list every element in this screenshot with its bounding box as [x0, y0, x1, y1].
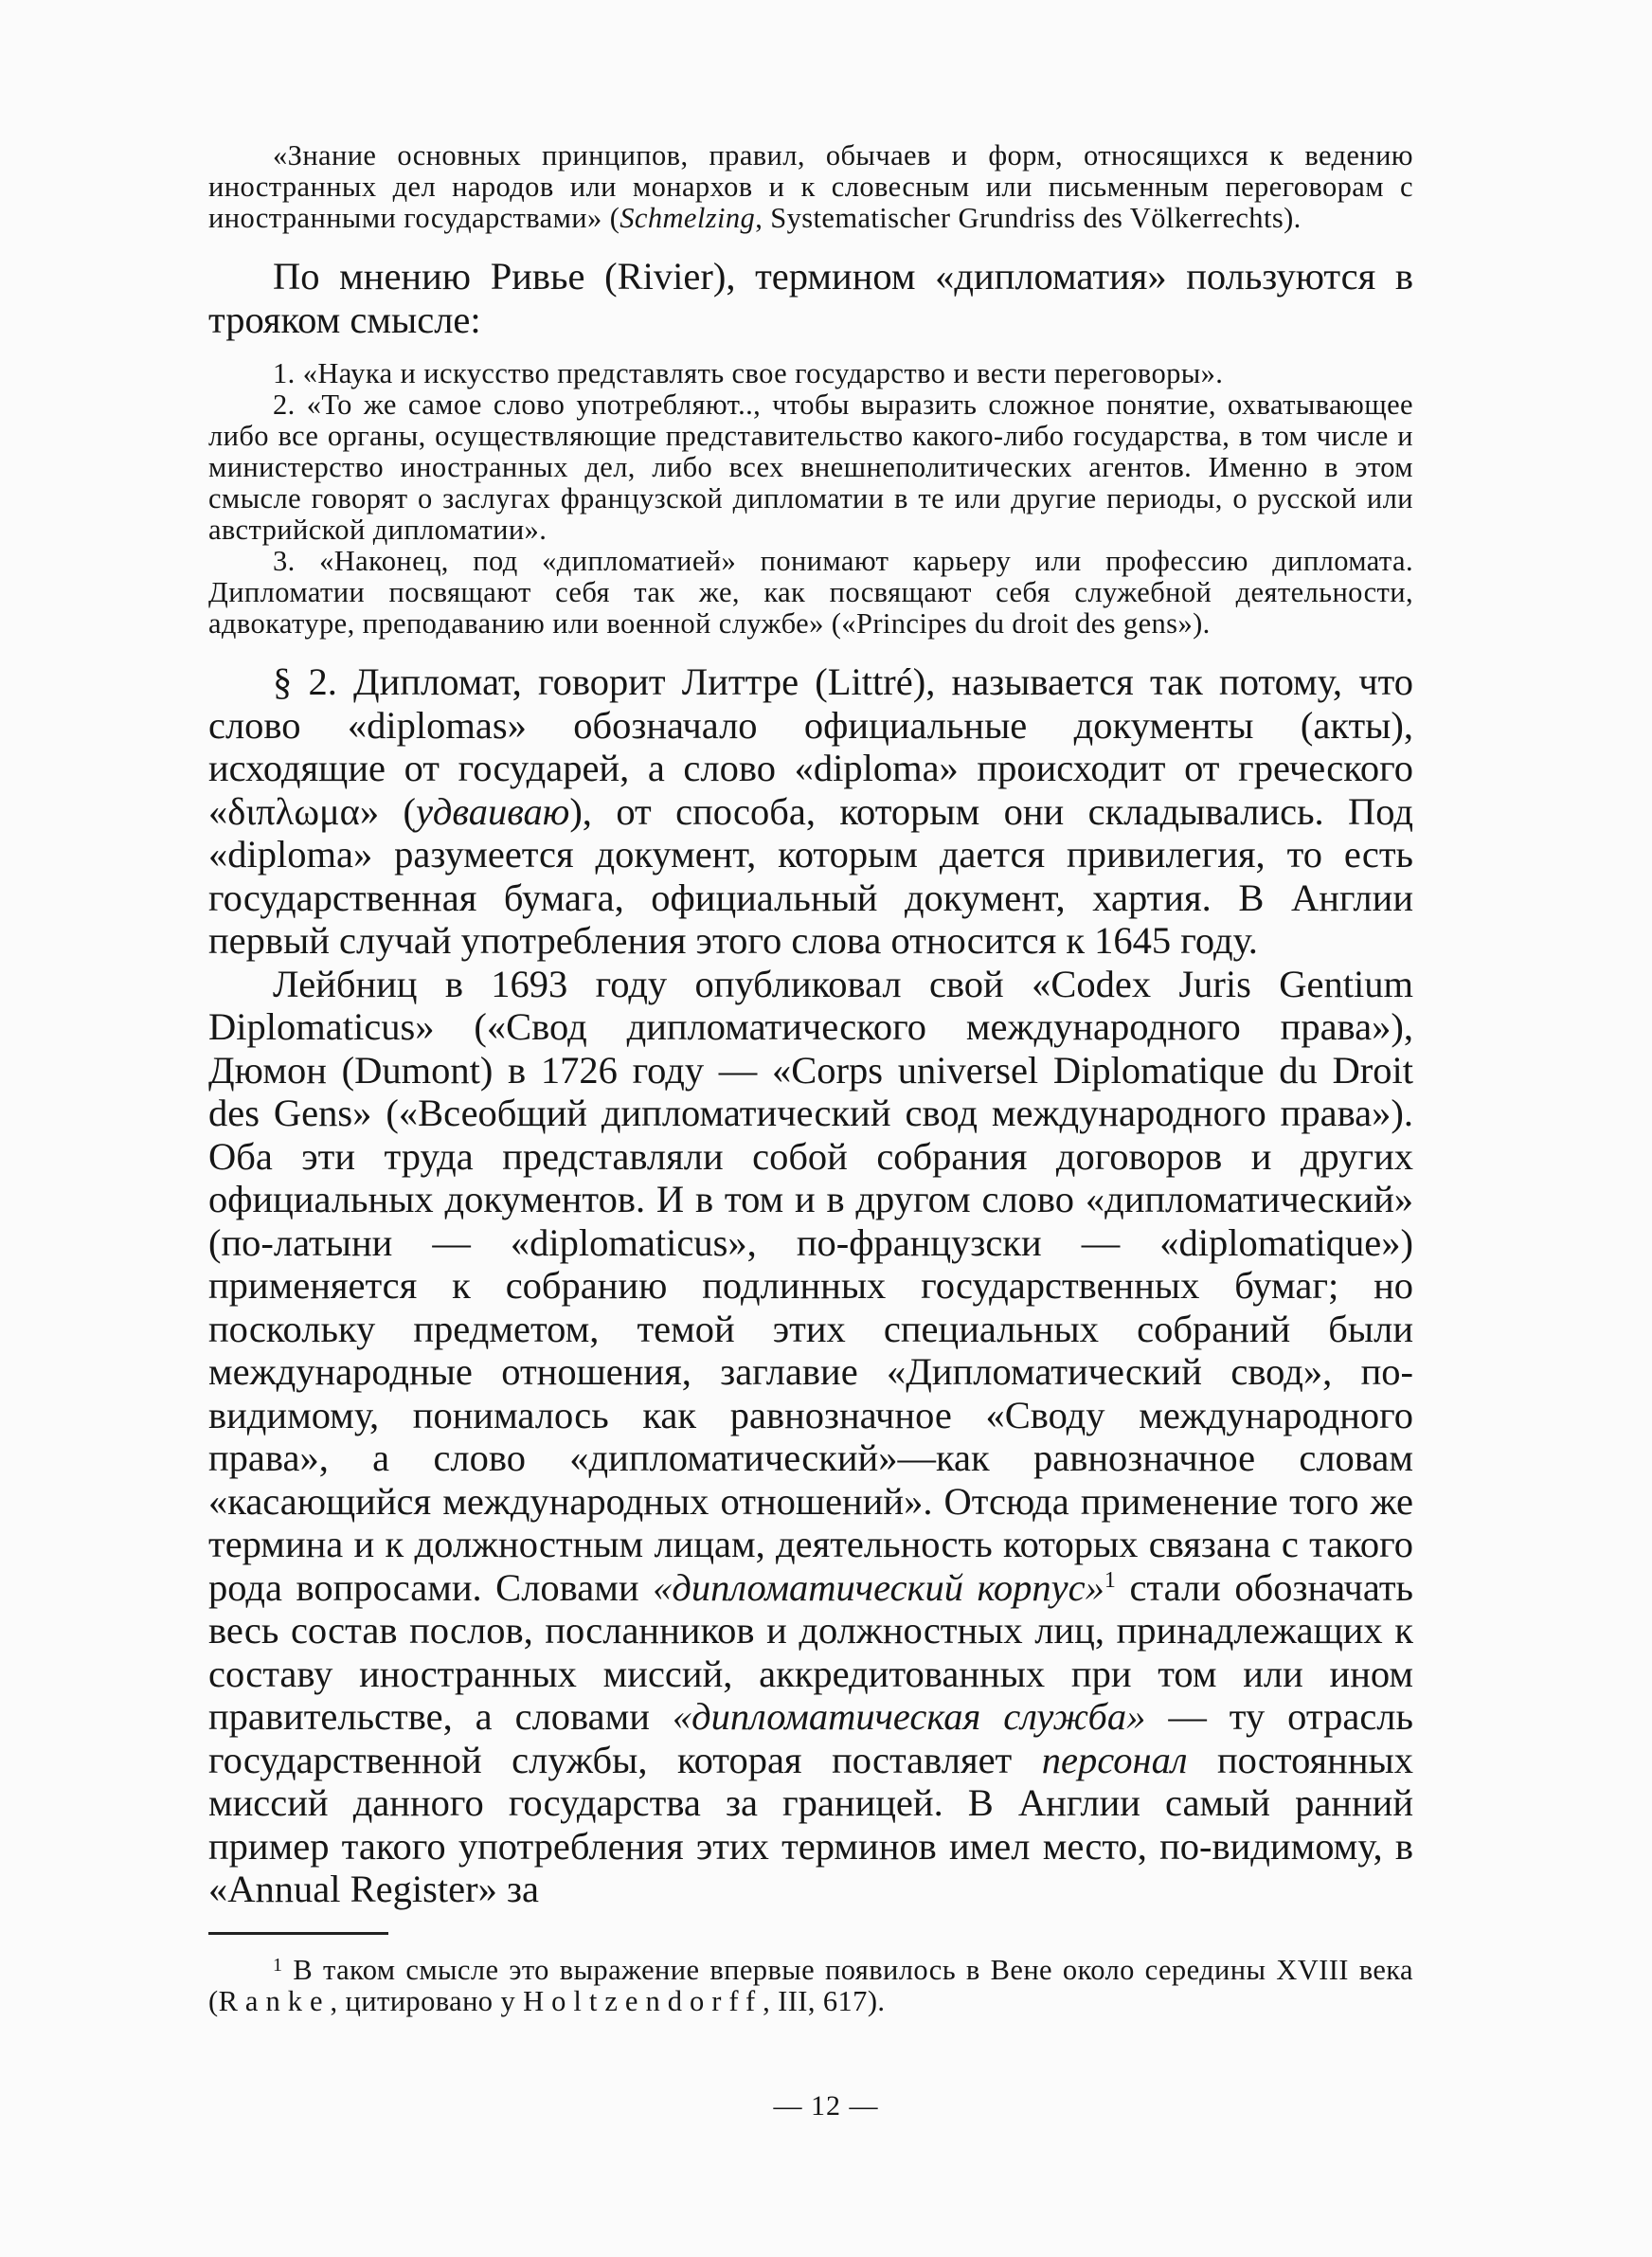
diplomatic-corps-term: «дипломатический корпус»: [653, 1565, 1104, 1609]
diplomatic-service-term: «дипломатическая служба»: [672, 1695, 1146, 1738]
footnote-text-2: , цитировано у: [330, 1984, 524, 2017]
footnote-text-1: В таком смысле это выражение впервые появилось в Вене около середины XVIII века (: [208, 1953, 1413, 2017]
leibniz-text-4: постоянных миссий данного государства за границей. В Англии самый ранний пример такого употребления этих терминов имел место, по-видимому, в «Annual Register» за: [208, 1738, 1413, 1910]
sense-item-1: 1. «Наука и искусство представлять свое государство и вести переговоры».: [273, 357, 1224, 389]
footnote-author-ranke: Ranke: [218, 1984, 331, 2017]
footnote-author-holtzendorff: Holtzendorff: [523, 1984, 763, 2017]
section-2-text-end: ), от способа, которым они складывались. Под «diploma» разумеется документ, которым дается привилегия, то есть государственная бумага, официальный документ, хартия. В Англии первый случай употребления этого слова относится к 1645 году.: [208, 789, 1413, 962]
footnote: [208, 1950, 1413, 2017]
page-number: — 12 —: [773, 2090, 879, 2122]
footnote-divider: [208, 1932, 388, 1935]
leibniz-paragraph: [208, 963, 1413, 1911]
quote-author: Schmelzing: [620, 202, 756, 234]
quote-text: «Знание основных принципов, правил, обычаев и форм, относящихся к ведению иностранных дел народов или монархов и к словесным или письменным переговорам с иностранными государствами» (: [208, 139, 1413, 234]
footnote-reference[interactable]: 1: [1104, 1567, 1116, 1593]
footnote-mark: 1: [273, 1954, 283, 1976]
quote-source: , Systematischer Grundriss des Völkerrechts).: [755, 202, 1302, 234]
sense-item-2: 2. «То же самое слово употребляют.., чтобы выразить сложное понятие, охватывающее либо все органы, осуществляющие представительство какого-либо государства, в том числе и министерство иностранных дел, либо всех внешнеполитических агентов. Именно в этом смысле говорят о заслугах французской дипломатии в те или другие периоды, о русской или австрийской дипломатии».: [208, 388, 1413, 546]
personnel-term: персонал: [1041, 1738, 1188, 1781]
section-2-text: § 2. Дипломат, говорит Литтре (Littré), называется так потому, что слово «diplomas» обозначало официальные документы (акты), исходящие от государей, а слово «diploma» происходит от греческого «διπλωμα» (: [208, 660, 1413, 833]
rivier-intro-paragraph: По мнению Ривье (Rivier), термином «дипломатия» пользуются в трояком смысле:: [208, 255, 1413, 341]
sense-item-3: 3. «Наконец, под «дипломатией» понимают карьеру или профессию дипломата. Дипломатии посвящают себя так же, как посвящают себя служебной деятельности, адвокатуре, преподаванию или военной службе» («Principes du droit des gens»).: [208, 545, 1413, 640]
leibniz-text-2: стали обозначать весь состав послов, посланников и должностных лиц, принадлежащих к составу иностранных миссий, аккредитованных при том или ином правительстве, а словами: [208, 1565, 1413, 1738]
footnote-text-3: , III, 617).: [763, 1984, 886, 2017]
section-2-paragraph: [208, 660, 1413, 963]
schmelzing-quote: [208, 140, 1413, 234]
section-2-italic: удваиваю: [416, 789, 570, 833]
leibniz-text-1: Лейбниц в 1693 году опубликовал свой «Codex Juris Gentium Diplomaticus» («Свод дипломатического международного права»), Дюмон (Dumont) в 1726 году — «Corps universel Diplomatique du Droit des Gens» («Всеобщий дипломатический свод международного права»). Оба эти труда представляли собой собрания договоров и других официальных документов. И в том и в другом слово «дипломатический» (по-латыни — «diplomaticus», по-французски — «diplomatique») применяется к собранию подлинных государственных бумаг; но поскольку предметом, темой этих специальных собраний были международные отношения, заглавие «Дипломатический свод», по-видимому, понималось как равнозначное «Своду международного права», а слово «дипломатический»—как равнозначное словам «касающийся международных отношений». Отсюда применение того же термина и к должностным лицам, деятельность которых связана с такого рода вопросами. Словами: [208, 962, 1413, 1609]
leibniz-text-3: — ту отрасль государственной службы, которая поставляет: [208, 1695, 1413, 1781]
text-column: [208, 140, 1413, 2017]
